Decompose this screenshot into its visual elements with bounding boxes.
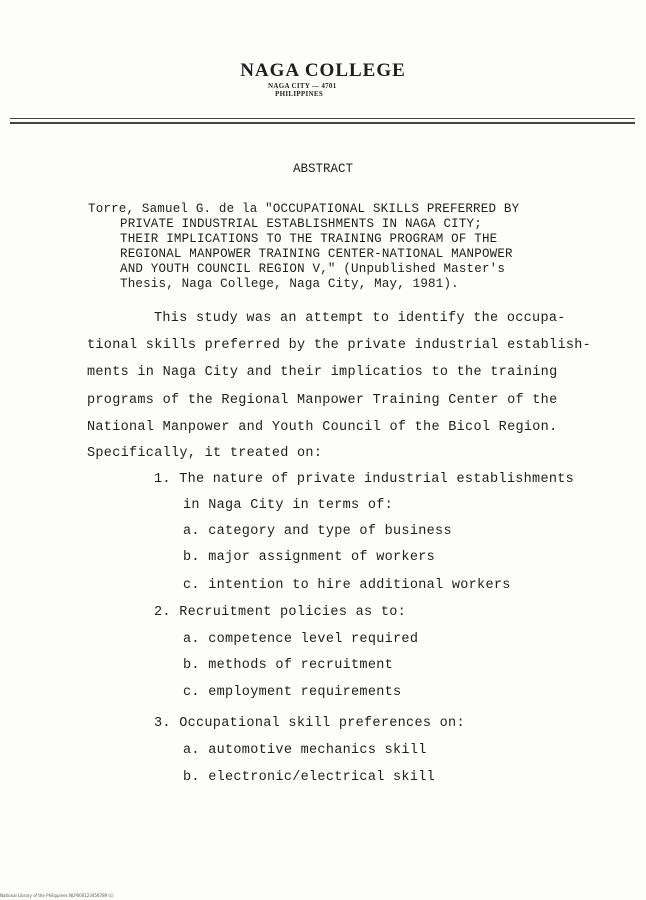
paragraph-line: ments in Naga City and their implicatios to the training [87, 365, 558, 380]
outline-subitem: a. competence level required [183, 632, 419, 647]
abstract-title: ABSTRACT [292, 162, 353, 176]
footer-stamp: National Library of the Philippines NLP000123456789 (c) [0, 893, 114, 898]
citation-line: AND YOUTH COUNCIL REGION V," (Unpublished Master's [120, 262, 506, 276]
outline-subitem: b. electronic/electrical skill [183, 770, 436, 785]
outline-subitem: b. major assignment of workers [183, 550, 436, 565]
outline-item: 3. Occupational skill preferences on: [154, 716, 465, 731]
citation-line: THEIR IMPLICATIONS TO THE TRAINING PROGRAM OF THE [120, 232, 498, 246]
header-rule-top [10, 118, 635, 119]
paragraph-line: This study was an attempt to identify the occupa- [154, 311, 566, 326]
paragraph-line: Specifically, it treated on: [87, 446, 323, 461]
city-line: NAGA CITY — 4701 [268, 82, 337, 90]
outline-subitem: c. employment requirements [183, 685, 402, 700]
header-rule-bottom [10, 122, 635, 124]
citation-line: Thesis, Naga College, Naga City, May, 1981). [120, 277, 459, 291]
citation-line: PRIVATE INDUSTRIAL ESTABLISHMENTS IN NAGA CITY; [120, 217, 482, 231]
outline-item: in Naga City in terms of: [183, 498, 394, 513]
outline-subitem: c. intention to hire additional workers [183, 578, 511, 593]
outline-item: 2. Recruitment policies as to: [154, 605, 407, 620]
outline-subitem: a. automotive mechanics skill [183, 743, 427, 758]
country-line: PHILIPPINES [275, 90, 324, 98]
outline-subitem: a. category and type of business [183, 524, 452, 539]
outline-subitem: b. methods of recruitment [183, 658, 394, 673]
citation-line: REGIONAL MANPOWER TRAINING CENTER-NATIONAL MANPOWER [120, 247, 513, 261]
outline-item: 1. The nature of private industrial establishments [154, 472, 575, 487]
citation-line: Torre, Samuel G. de la "OCCUPATIONAL SKILLS PREFERRED BY [88, 202, 520, 216]
paragraph-line: programs of the Regional Manpower Training Center of the [87, 393, 558, 408]
paragraph-line: tional skills preferred by the private industrial establish- [87, 338, 592, 353]
paragraph-line: National Manpower and Youth Council of the Bicol Region. [87, 420, 558, 435]
college-name: NAGA COLLEGE [240, 60, 406, 81]
